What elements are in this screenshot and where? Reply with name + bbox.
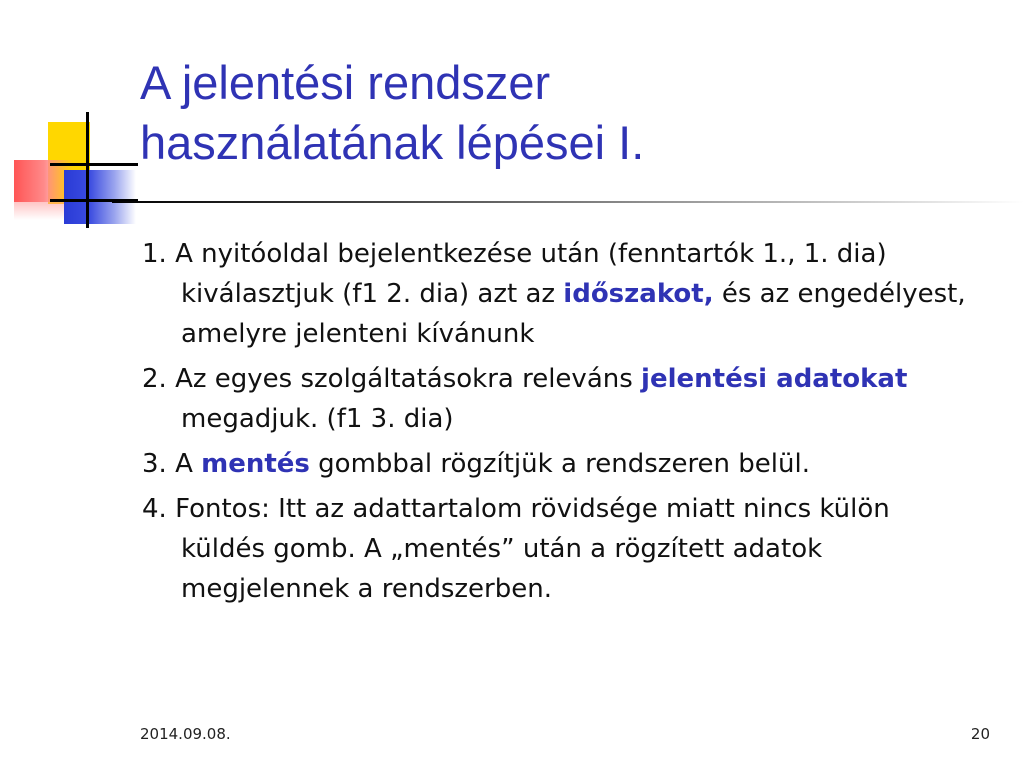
step-4-text: 4. Fontos: Itt az adattartalom rövidsége miatt nincs külön küldés gomb. A „mentés” után a rögzített adatok megjelennek a rendszerben. — [142, 494, 890, 604]
step-list — [142, 234, 982, 614]
step-3-text-b: gombbal rögzítjük a rendszeren belül. — [309, 449, 810, 479]
step-2-text-b: megadjuk. (f1 3. dia) — [181, 404, 454, 434]
step-1-text-b: és az engedélyest, amelyre jelenteni kívánunk — [181, 279, 966, 349]
step-3-highlight-mentes: mentés — [201, 449, 310, 479]
step-3-text-a: 3. A — [142, 449, 202, 479]
slide-title-line-1: A jelentési rendszer — [140, 56, 551, 109]
title-underline — [112, 201, 1024, 203]
slide-title-line-2: használatának lépései I. — [140, 116, 645, 169]
step-2-text-a: 2. Az egyes szolgáltatásokra releváns — [142, 364, 642, 394]
decorative-red-shadow — [14, 202, 70, 220]
step-item-4 — [142, 489, 982, 609]
footer-date: 2014.09.08. — [140, 725, 231, 743]
slide-title — [140, 53, 1000, 173]
step-1-text-a: 1. A nyitóoldal bejelentkezése után (fenntartók 1., 1. dia) kiválasztjuk (f1 2. dia) azt az — [142, 239, 887, 309]
step-2-highlight-jelentesi-adatokat: jelentési adatokat — [641, 364, 908, 394]
decorative-blue-square — [64, 170, 136, 224]
decorative-horizontal-line-top — [50, 163, 138, 166]
step-item-1 — [142, 234, 982, 354]
page-number: 20 — [970, 725, 990, 743]
decorative-vertical-line — [86, 112, 89, 228]
step-1-highlight-idoszakot: időszakot, — [563, 279, 714, 309]
step-item-3 — [142, 444, 982, 484]
step-item-2 — [142, 359, 982, 439]
